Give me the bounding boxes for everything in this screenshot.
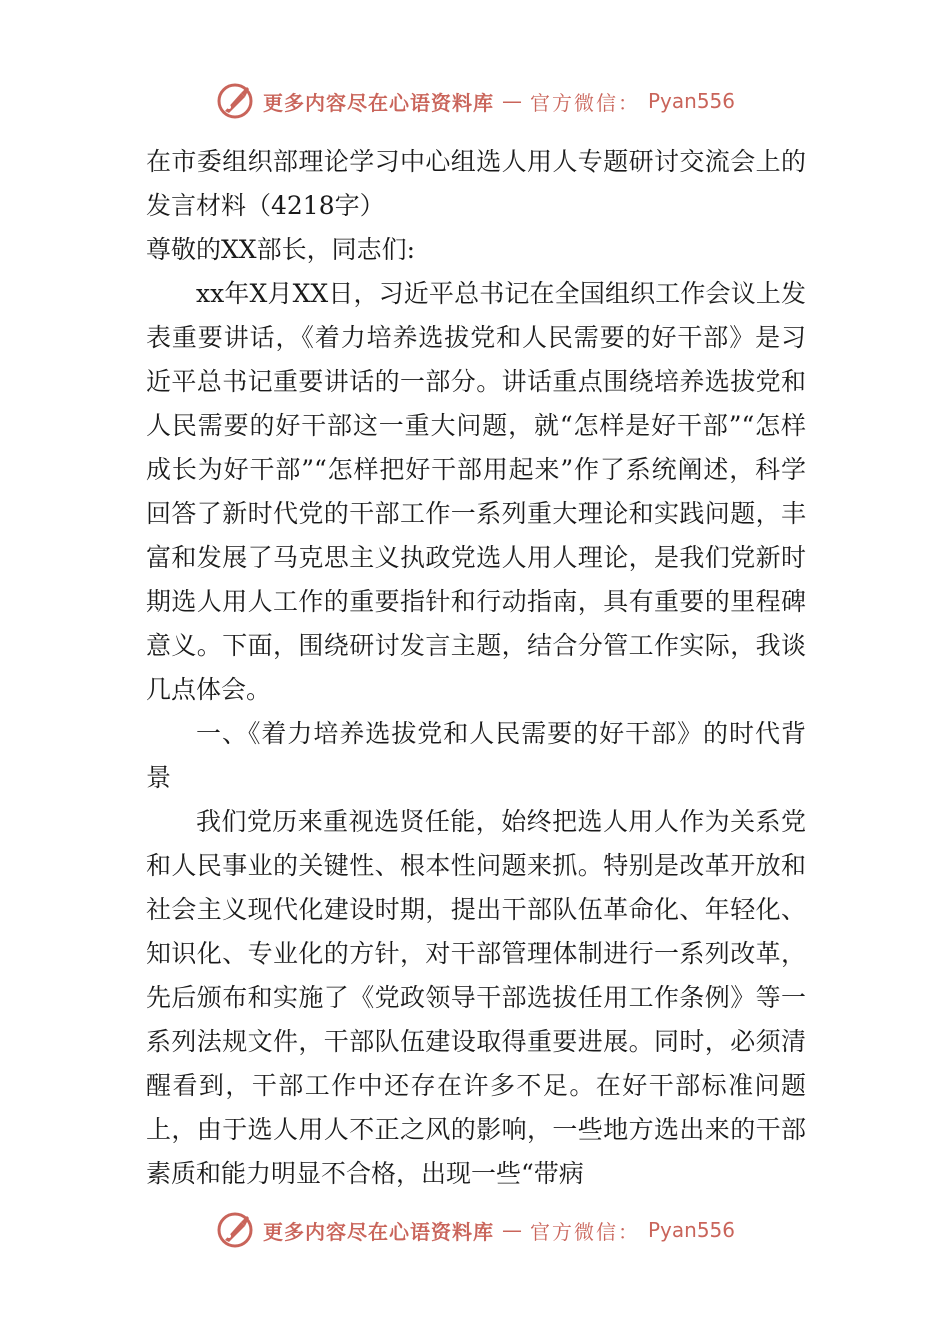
- banner-wechat-id: Pyan556: [647, 1218, 735, 1242]
- paragraph-background: 我们党历来重视选贤任能，始终把选人用人作为关系党和人民事业的关键性、根本性问题来抓。特别是改革开放和社会主义现代化建设时期，提出干部队伍革命化、年轻化、知识化、专业化的方针，对干部管理体制进行一系列改革，先后颁布和实施了《党政领导干部选拔任用工作条例》等一系列法规文件，干部队伍建设取得重要进展。同时，必须清醒看到，干部工作中还存在许多不足。在好干部标准问题上，由于选人用人不正之风的影响，一些地方选出来的干部素质和能力明显不合格，出现一些“带病: [146, 807, 806, 1188]
- banner-dash: —: [501, 1218, 522, 1242]
- footer-banner: [0, 1207, 950, 1253]
- document-title: 在市委组织部理论学习中心组选人用人专题研讨交流会上的发言材料（4218字）: [146, 147, 806, 220]
- section-heading-1: 一、《着力培养选拔党和人民需要的好干部》的时代背景: [146, 719, 806, 792]
- pen-nib-logo-icon: [215, 81, 255, 121]
- banner-wechat-id: Pyan556: [647, 89, 735, 113]
- paragraph-intro: xx年X月XX日，习近平总书记在全国组织工作会议上发表重要讲话，《着力培养选拔党和人民需要的好干部》是习近平总书记重要讲话的一部分。讲话重点围绕培养选拔党和人民需要的好干部这一重大问题，就“怎样是好干部”“怎样成长为好干部”“怎样把好干部用起来”作了系统阐述，科学回答了新时代党的干部工作一系列重大理论和实践问题，丰富和发展了马克思主义执政党选人用人理论，是我们党新时期选人用人工作的重要指针和行动指南，具有重要的里程碑意义。下面，围绕研讨发言主题，结合分管工作实际，我谈几点体会。: [146, 279, 806, 704]
- banner-official-label: 官方微信：: [529, 90, 640, 115]
- banner-dash: —: [501, 89, 522, 113]
- banner-brand-text: 更多内容尽在心语资料库: [262, 1219, 494, 1244]
- document-body: [146, 140, 806, 1196]
- banner-brand-text: 更多内容尽在心语资料库: [262, 90, 494, 115]
- banner-official-label: 官方微信：: [529, 1219, 640, 1244]
- header-banner: [0, 78, 950, 124]
- document-salutation: 尊敬的XX部长，同志们:: [146, 235, 416, 264]
- pen-nib-logo-icon: [215, 1210, 255, 1250]
